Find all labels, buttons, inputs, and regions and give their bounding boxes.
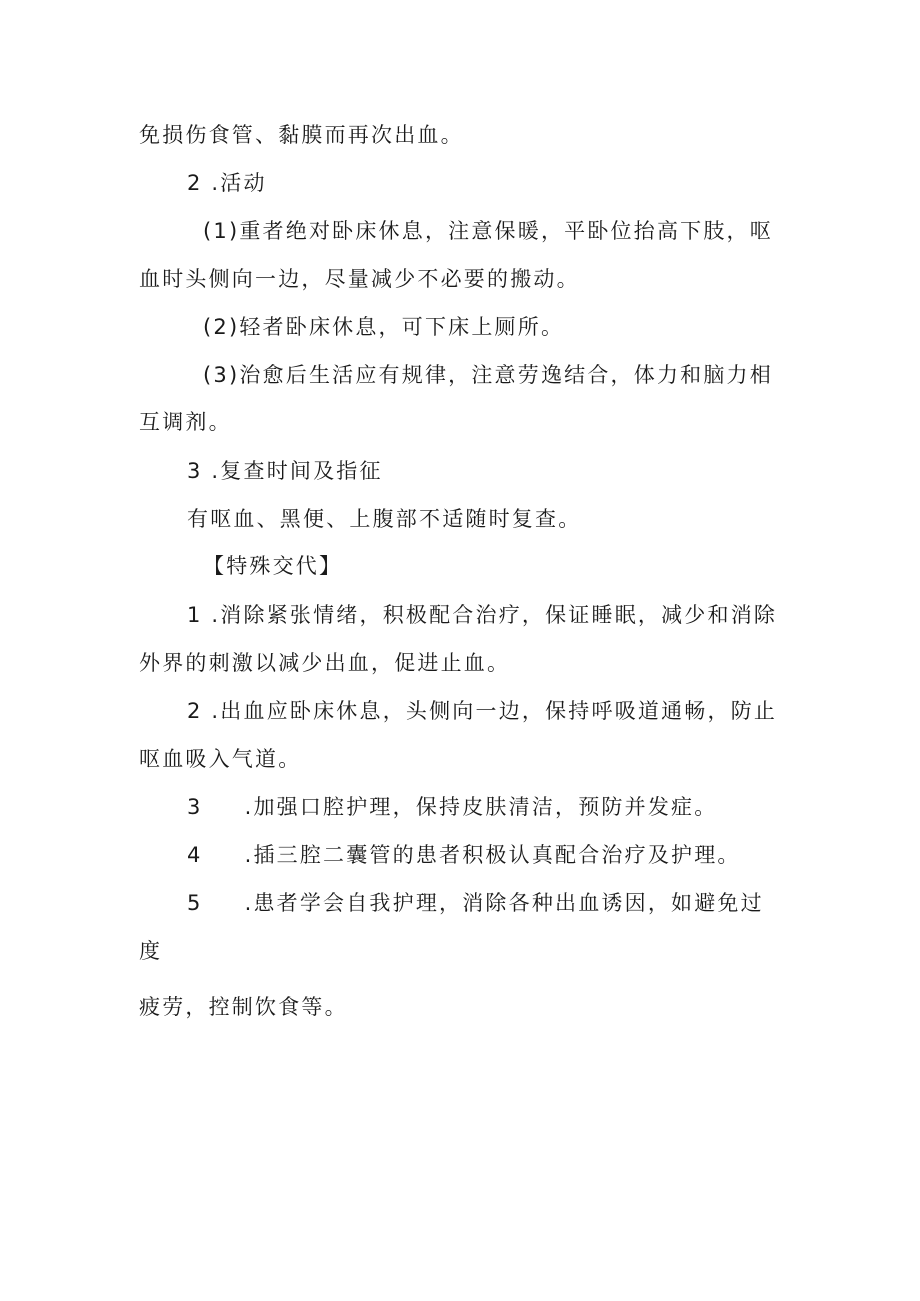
list-item (187, 889, 764, 917)
section-heading-followup: 3 .复查时间及指征 (187, 459, 383, 483)
list-item: 2 .出血应卧床休息，头侧向一边，保持呼吸道通畅，防止 (187, 699, 778, 723)
text-line: 免损伤食管、黏膜而再次出血。 (139, 123, 464, 147)
item-text: .患者学会自我护理，消除各种出血诱因，如避免过 (244, 891, 764, 915)
list-item: 1 .消除紧张情绪，积极配合治疗，保证睡眠，减少和消除 (187, 603, 778, 627)
list-item: (2)轻者卧床休息，可下床上厕所。 (203, 315, 565, 339)
item-number: 4 (187, 843, 203, 867)
list-item: (1)重者绝对卧床休息，注意保暖，平卧位抬高下肢，呕 (203, 219, 773, 243)
item-text: .加强口腔护理，保持皮肤清洁，预防并发症。 (244, 795, 718, 819)
text-line: 外界的刺激以减少出血，促进止血。 (139, 651, 511, 675)
item-number: 5 (187, 891, 203, 915)
text-line: 血时头侧向一边，尽量减少不必要的搬动。 (139, 267, 580, 291)
section-heading-special: 【特殊交代】 (203, 554, 343, 578)
text-line: 度 (139, 939, 163, 963)
list-item: (3)治愈后生活应有规律，注意劳逸结合，体力和脑力相 (203, 363, 773, 387)
item-text: .插三腔二囊管的患者积极认真配合治疗及护理。 (244, 843, 741, 867)
text-line: 呕血吸入气道。 (139, 747, 302, 771)
text-line: 疲劳，控制饮食等。 (139, 995, 348, 1019)
item-number: 3 (187, 795, 203, 819)
text-line: 互调剂。 (139, 410, 232, 434)
list-item (187, 841, 741, 869)
section-heading-activity: 2 .活动 (187, 171, 267, 195)
text-line: 有呕血、黑便、上腹部不适随时复查。 (187, 507, 582, 531)
list-item (187, 793, 717, 821)
